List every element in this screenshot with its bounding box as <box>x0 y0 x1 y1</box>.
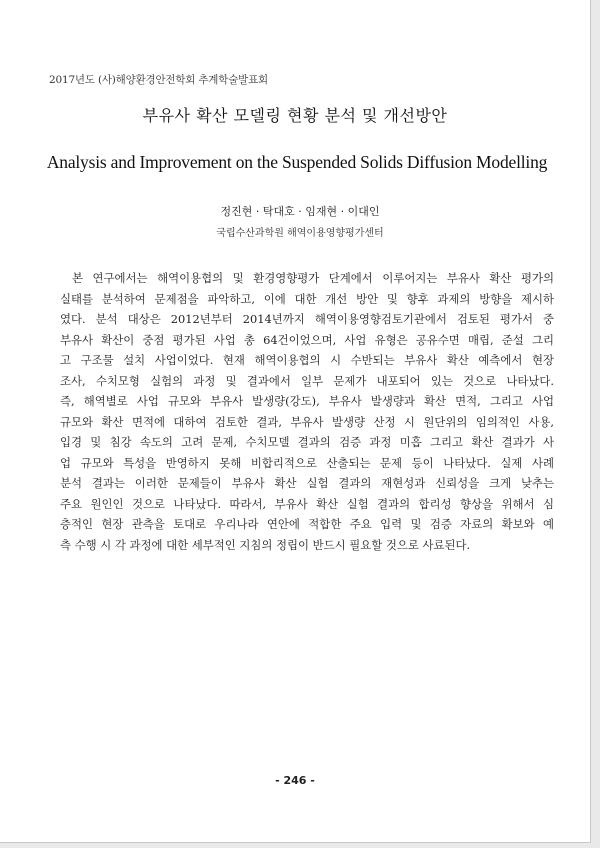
title-english: Analysis and Improvement on the Suspended Solids Diffusion Modelling <box>46 152 548 172</box>
abstract-line: 고 구조물 설치 사업이었다. 현재 해역이용협의 시 수반되는 부유사 확산 예측에서 현장 <box>60 353 554 367</box>
abstract-line: 규모와 확산 면적에 대하여 검토한 결과, 부유사 발생량 산정 시 원단위의 임의적인 사용, <box>60 414 554 429</box>
abstract-body <box>60 268 554 555</box>
affiliation: 국립수산과학원 해역이용영향평가센터 <box>216 228 384 239</box>
abstract-line: 부유사 확산이 중점 평가된 사업 총 64건이었으며, 사업 유형은 공유수면 매립, 준설 그리 <box>60 332 554 347</box>
abstract-line: 였다. 분석 대상은 2012년부터 2014년까지 해역이용영향검토기관에서 검토된 평가서 중 <box>60 312 554 326</box>
page-number: - 246 - <box>275 774 315 787</box>
author-list: 정진현 · 탁대호 · 임재현 · 이대인 <box>220 205 380 218</box>
abstract-line: 입경 및 침강 속도의 고려 문제, 수치모델 결과의 검증 과정 미흡 그리고 확산 결과가 사 <box>60 435 554 449</box>
abstract-line: 본 연구에서는 해역이용협의 및 환경영향평가 단계에서 이루어지는 부유사 확산 평가의 <box>72 271 554 285</box>
abstract-line: 측 수행 시 각 과정에 대한 세부적인 지침의 정립이 반드시 필요할 것으로 사료된다. <box>60 537 471 552</box>
abstract-line: 조사, 수치모형 실험의 과정 및 결과에서 일부 문제가 내포되어 있는 것으로 나타났다. <box>60 373 554 388</box>
abstract-line: 즉, 해역별로 사업 규모와 부유사 발생량(강도), 부유사 발생량과 확산 면적, 그리고 사업 <box>60 394 554 408</box>
abstract-line: 층적인 현장 관측을 토대로 우리나라 연안에 적합한 주요 입력 및 검증 자료의 확보와 예 <box>60 517 554 531</box>
abstract-line: 업 규모와 특성을 반영하지 못해 비합리적으로 산출되는 문제 등이 나타났다. 실제 사례 <box>60 455 554 470</box>
conference-header: 2017년도 (사)해양환경안전학회 추계학술발표회 <box>49 74 268 86</box>
abstract-line: 분석 결과는 이러한 문제들이 부유사 확산 실험 결과의 재현성과 신뢰성을 크게 낮추는 <box>60 476 554 490</box>
title-korean: 부유사 확산 모델링 현황 분석 및 개선방안 <box>142 106 448 125</box>
abstract-line: 주요 원인인 것으로 나타났다. 따라서, 부유사 확산 실험 결과의 합리성 향상을 위해서 심 <box>60 496 554 511</box>
abstract-line: 실태를 분석하여 문제점을 파악하고, 이에 대한 개선 방안 및 향후 과제의 방향을 제시하 <box>60 291 554 306</box>
